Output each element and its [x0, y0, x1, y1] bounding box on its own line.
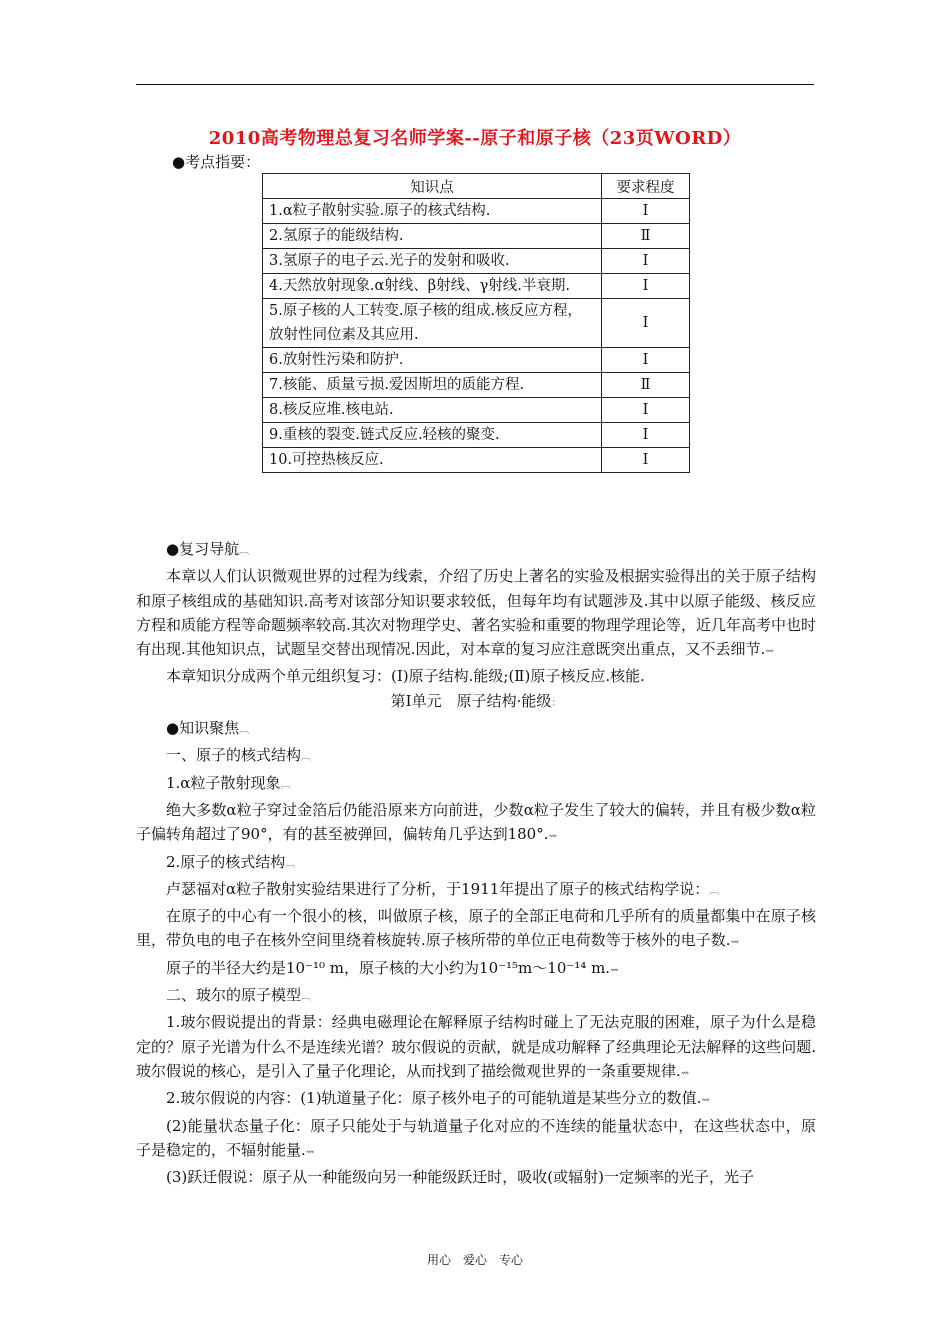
paragraph	[136, 956, 816, 983]
requirement-level: Ⅰ	[602, 398, 690, 423]
kaodian-heading: ●考点指要：	[172, 153, 261, 171]
table-body	[263, 199, 690, 473]
knowledge-point: 5.原子核的人工转变.原子核的组成.核反应方程，放射性同位素及其应用.	[263, 299, 602, 348]
knowledge-point: 3.氢原子的电子云.光子的发射和吸收.	[263, 249, 602, 274]
paragraph-text: 1.α粒子散射现象	[166, 773, 281, 792]
paragraph-text: 绝大多数α粒子穿过金箔后仍能沿原来方向前进，少数α粒子发生了较大的偏转，并且有极少数α粒子偏转角超过了90°，有的甚至被弹回，偏转角几乎达到180°.	[136, 800, 816, 844]
table-row	[263, 224, 690, 249]
paragraph-text: (3)跃迁假说：原子从一种能级向另一种能级跃迁时，吸收(或辐射)一定频率的光子，光子	[166, 1168, 754, 1187]
knowledge-point: 6.放射性污染和防护.	[263, 348, 602, 373]
table-row	[263, 348, 690, 373]
paragraph-text: 本章知识分成两个单元组织复习：(Ⅰ)原子结构.能级;(Ⅱ)原子核反应.核能.	[166, 667, 645, 686]
requirement-level: Ⅰ	[602, 299, 690, 348]
edit-mark: ︹	[285, 858, 296, 870]
requirement-level: Ⅰ	[602, 423, 690, 448]
page-title: 2010高考物理总复习名师学案--原子和原子核（23页WORD）	[208, 128, 742, 149]
paragraph-text: 本章以人们认识微观世界的过程为线索，介绍了历史上著名的实验及根据实验得出的关于原子结构和原子核组成的基础知识.高考对该部分知识要求较低，但每年均有试题涉及.其中以原子能级、核反应方程和质能方程等命题频率较高.其次对物理学史、著名实验和重要的物理学理论等，近几年高考中也时有出现.其他知识点，试题呈交替出现情况.因此，对本章的复习应注意既突出重点，又不丢细节.	[136, 567, 816, 659]
table-row	[263, 398, 690, 423]
knowledge-point: 1.α粒子散射实验.原子的核式结构.	[263, 199, 602, 224]
paragraph	[136, 771, 816, 798]
col-header-knowledge: 知识点	[263, 174, 602, 199]
table-header-row	[263, 174, 690, 199]
requirement-level: Ⅰ	[602, 249, 690, 274]
table-row	[263, 423, 690, 448]
edit-mark: ⇝	[730, 937, 739, 949]
table-row	[263, 299, 690, 348]
knowledge-point: 9.重核的裂变.链式反应.轻核的聚变.	[263, 423, 602, 448]
table-row	[263, 274, 690, 299]
edit-mark: ⇝	[610, 964, 619, 976]
page-footer: 用心 爱心 专心	[426, 1253, 523, 1267]
paragraph	[136, 850, 816, 877]
body-text	[136, 537, 816, 1189]
paragraph-text: (2)能量状态量子化：原子只能处于与轨道量子化对应的不连续的能量状态中，在这些状态中，原子是稳定的，不辐射能量.	[136, 1116, 816, 1159]
paragraph	[136, 743, 816, 770]
paragraph	[136, 564, 816, 664]
paragraph-text: 一、原子的核式结构	[166, 746, 302, 765]
paragraph-text: 卢瑟福对α粒子散射实验结果进行了分析，于1911年提出了原子的核式结构学说：	[166, 879, 710, 898]
table-row	[263, 199, 690, 224]
paragraph-text: 2.原子的核式结构	[166, 852, 286, 871]
paragraph-text: 2.玻尔假说的内容：(1)轨道量子化：原子核外电子的可能轨道是某些分立的数值.	[166, 1089, 702, 1108]
paragraph	[136, 904, 816, 956]
paragraph-text: 1.玻尔假说提出的背景：经典电磁理论在解释原子结构时碰上了无法克服的困难，原子为什么是稳定的？原子光谱为什么不是连续光谱？玻尔假说的贡献，就是成功解释了经典理论无法解释的这些问题.玻尔假说的核心，是引入了量子化理论，从而找到了描绘微观世界的一条重要规律.	[136, 1013, 816, 1080]
table-row	[263, 448, 690, 473]
edit-mark: ︹	[280, 779, 291, 791]
requirement-level: Ⅱ	[602, 224, 690, 249]
paragraph	[136, 537, 816, 564]
paragraph	[136, 798, 816, 850]
requirement-level: Ⅱ	[602, 373, 690, 398]
edit-mark: ︹	[709, 885, 720, 897]
paragraph	[136, 716, 816, 743]
paragraph-text: 第Ⅰ单元 原子结构·能级	[390, 691, 552, 710]
edit-mark: ︹	[301, 752, 312, 764]
knowledge-point: 8.核反应堆.核电站.	[263, 398, 602, 423]
edit-mark: ⇝	[765, 646, 774, 658]
requirement-level: Ⅰ	[602, 274, 690, 299]
paragraph	[136, 1165, 816, 1189]
knowledge-point: 4.天然放射现象.α射线、β射线、γ射线.半衰期.	[263, 274, 602, 299]
paragraph-text: ●复习导航	[166, 540, 240, 558]
requirements-table	[262, 173, 690, 473]
table-row	[263, 373, 690, 398]
paragraph-text: 在原子的中心有一个很小的核，叫做原子核，原子的全部正电荷和几乎所有的质量都集中在原子核里，带负电的电子在核外空间里绕着核旋转.原子核所带的单位正电荷数等于核外的电子数.	[136, 907, 816, 950]
paragraph	[136, 877, 816, 904]
requirement-level: Ⅰ	[602, 199, 690, 224]
edit-mark: ︹	[301, 992, 312, 1004]
knowledge-point: 10.可控热核反应.	[263, 448, 602, 473]
header-rule	[136, 84, 814, 85]
knowledge-point: 7.核能、质量亏损.爱因斯坦的质能方程.	[263, 373, 602, 398]
paragraph	[136, 664, 816, 688]
edit-mark: ⇝	[305, 1146, 315, 1158]
table-row	[263, 249, 690, 274]
knowledge-point: 2.氢原子的能级结构.	[263, 224, 602, 249]
edit-mark: ⇝	[680, 1067, 690, 1079]
col-header-level: 要求程度	[602, 174, 690, 199]
paragraph	[136, 983, 816, 1010]
requirement-level: Ⅰ	[602, 348, 690, 373]
paragraph-text: ●知识聚焦	[166, 719, 240, 738]
edit-mark: ⇝	[701, 1095, 710, 1107]
edit-mark: ⇝	[548, 831, 557, 843]
paragraph	[136, 1086, 816, 1113]
edit-mark: ︹	[239, 725, 250, 737]
paragraph	[136, 1010, 816, 1086]
requirement-level: Ⅰ	[602, 448, 690, 473]
edit-mark: ：	[551, 697, 562, 709]
paragraph	[136, 1114, 816, 1166]
paragraph	[136, 689, 816, 716]
edit-mark: ︹	[239, 546, 250, 557]
paragraph-text: 原子的半径大约是10⁻¹⁰ m，原子核的大小约为10⁻¹⁵m～10⁻¹⁴ m.	[166, 958, 611, 977]
paragraph-text: 二、玻尔的原子模型	[166, 986, 302, 1005]
